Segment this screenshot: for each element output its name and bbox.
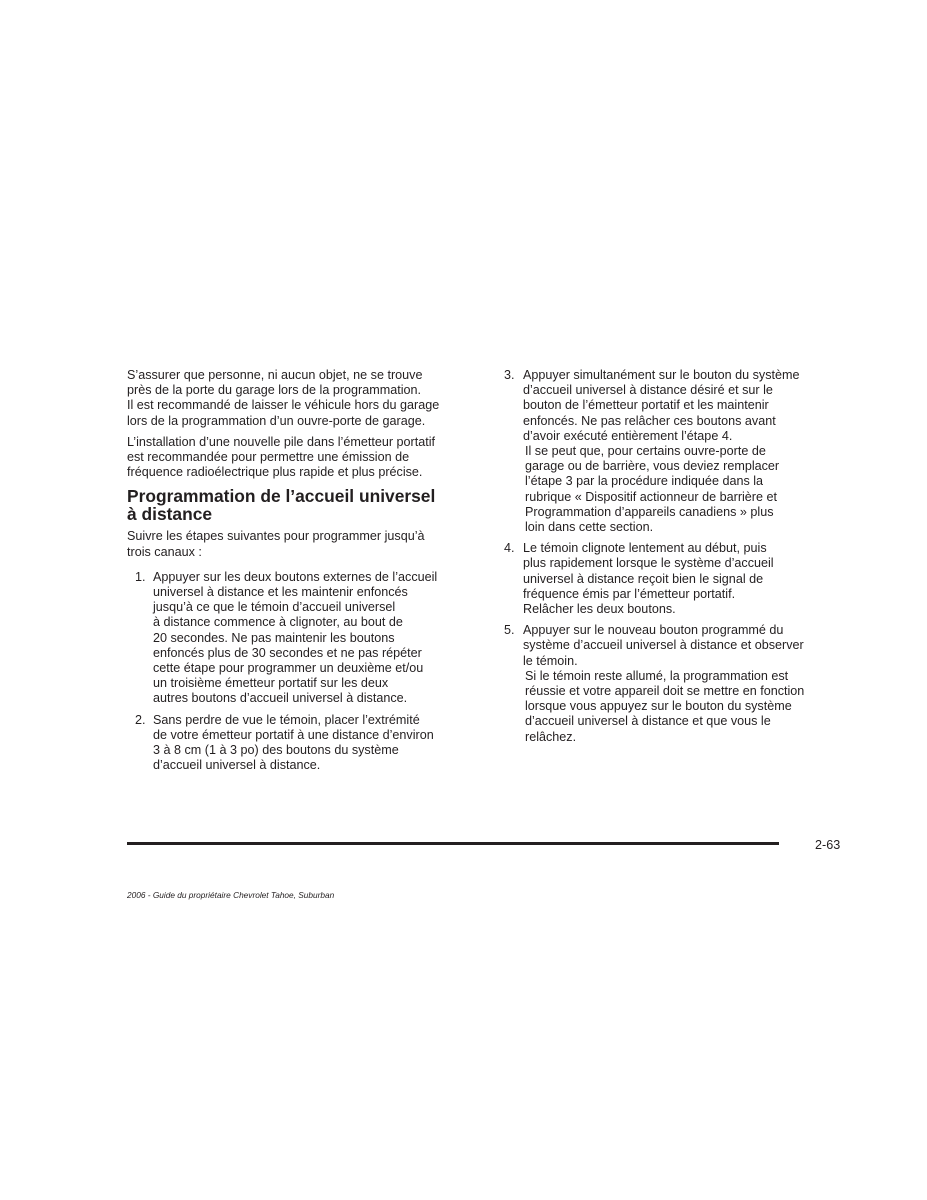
- left-column: [127, 368, 472, 773]
- step-text: Le témoin clignote lentement au début, puis plus rapidement lorsque le système d’accueil universel à distance reçoit bien le signal de fréquence émis par l’émetteur portatif. Relâcher les deux boutons.: [523, 541, 774, 617]
- page-number: 2-63: [815, 838, 841, 852]
- step-number: 3.: [504, 368, 515, 382]
- step-number: 1.: [135, 569, 146, 584]
- step-number: 5.: [504, 623, 515, 638]
- footer-rule: [127, 842, 779, 845]
- section-heading: Programmation de l’accueil universel à distance: [127, 486, 436, 524]
- step-text: Appuyer simultanément sur le bouton du système d’accueil universel à distance désiré et sur le bouton de l’émetteur portatif et les maintenir enfoncés. Ne pas relâcher ces boutons avant d’avoir exécuté entièrement l’étape 4.: [523, 368, 800, 443]
- paragraph-intro: Suivre les étapes suivantes pour programmer jusqu’à trois canaux :: [127, 529, 425, 559]
- step-5-note: Si le témoin reste allumé, la programmation est réussie et votre appareil doit se mettre en fonction lorsque vous appuyez sur le bouton du système d’accueil universel à distance et que vous le relâchez.: [525, 668, 805, 744]
- step-1: [127, 570, 472, 707]
- step-3-note: Il se peut que, pour certains ouvre-porte de garage ou de barrière, vous deviez remplacer l’étape 3 par la procédure indiquée dans la rubrique « Dispositif actionneur de barrière et Programmation d’appareils canadiens » plus loin dans cette section.: [525, 444, 780, 535]
- step-text: Appuyer sur les deux boutons externes de l’accueil universel à distance et les maintenir enfoncés jusqu’à ce que le témoin d’accueil universel à distance commence à clignoter, au bout de 20 secondes. Ne pas maintenir les boutons enfoncés plus de 30 secondes et ne pas répéter cette étape pour programmer un deuxième et/ou un troisième émetteur portatif sur les deux autres boutons d’accueil universel à distance.: [153, 569, 438, 706]
- step-2: [127, 713, 472, 774]
- right-column: [503, 368, 843, 745]
- step-4: [503, 541, 843, 617]
- paragraph-battery: L’installation d’une nouvelle pile dans l’émetteur portatif est recommandée pour permettre une émission de fréquence radioélectrique plus rapide et plus précise.: [127, 434, 436, 480]
- paragraph-safety: S’assurer que personne, ni aucun objet, ne se trouve près de la porte du garage lors de la programmation. Il est recommandé de laisser le véhicule hors du garage lors de la programmation d’un ouvre-porte de garage.: [127, 368, 440, 428]
- step-text: Appuyer sur le nouveau bouton programmé du système d’accueil universel à distance et observer le témoin.: [523, 623, 804, 668]
- step-number: 4.: [504, 541, 515, 556]
- step-5: [503, 623, 843, 669]
- footer-text: 2006 - Guide du propriétaire Chevrolet Tahoe, Suburban: [127, 890, 335, 900]
- step-3: [503, 368, 843, 444]
- step-text: Sans perdre de vue le témoin, placer l’extrémité de votre émetteur portatif à une distance d’environ 3 à 8 cm (1 à 3 po) des boutons du système d’accueil universel à distance.: [153, 712, 434, 773]
- step-number: 2.: [135, 712, 146, 727]
